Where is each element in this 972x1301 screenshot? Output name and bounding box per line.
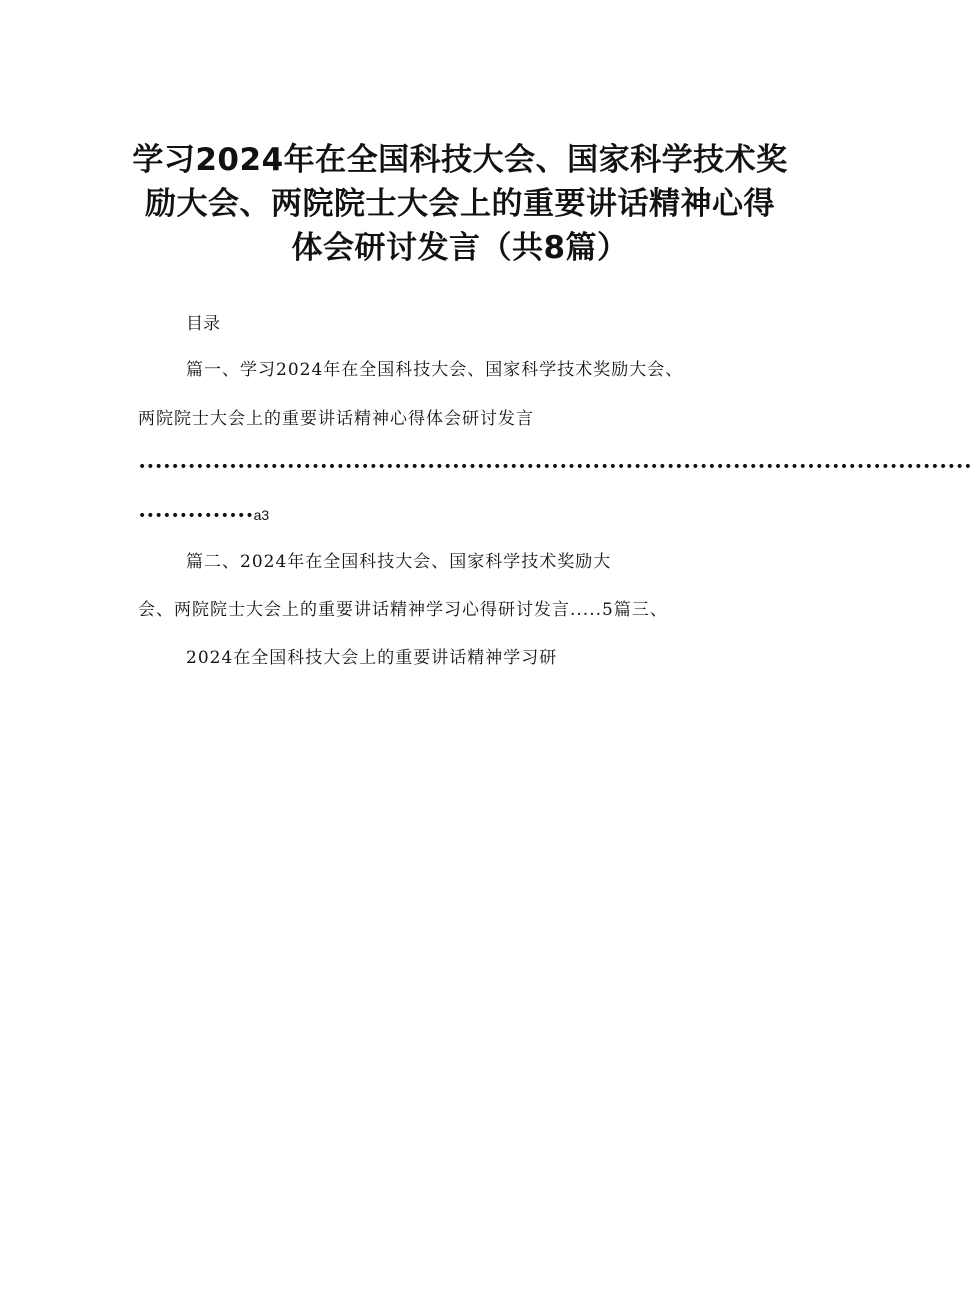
toc-line-4 — [138, 503, 269, 528]
toc-line-5: 篇二、2024年在全国科技大会、国家科学技术奖励大 — [186, 552, 612, 572]
toc-heading: 目录 — [186, 314, 220, 334]
toc-line-7: 2024在全国科技大会上的重要讲话精神学习研 — [186, 648, 558, 668]
document-title: 学习2024年在全国科技大会、国家科学技术奖励大会、两院院士大会上的重要讲话精神心得体会研讨发言（共8篇） — [132, 142, 788, 266]
toc-dot-leader: ••••••••••••••••••••••••••••••••••••••••••••••••••••••••••••••••••••••••••••••••••••••••••••••••••••• — [138, 459, 972, 475]
toc-line-6: 会、两院院士大会上的重要讲话精神学习心得研讨发言.....5篇三、 — [138, 600, 668, 620]
toc-line-2: 两院院士大会上的重要讲话精神心得体会研讨发言 — [138, 409, 534, 429]
toc-dot-leader-short: •••••••••••••• — [138, 508, 254, 524]
toc-page-number: a3 — [253, 507, 270, 523]
toc-line-1: 篇一、学习2024年在全国科技大会、国家科学技术奖励大会、 — [186, 360, 684, 380]
